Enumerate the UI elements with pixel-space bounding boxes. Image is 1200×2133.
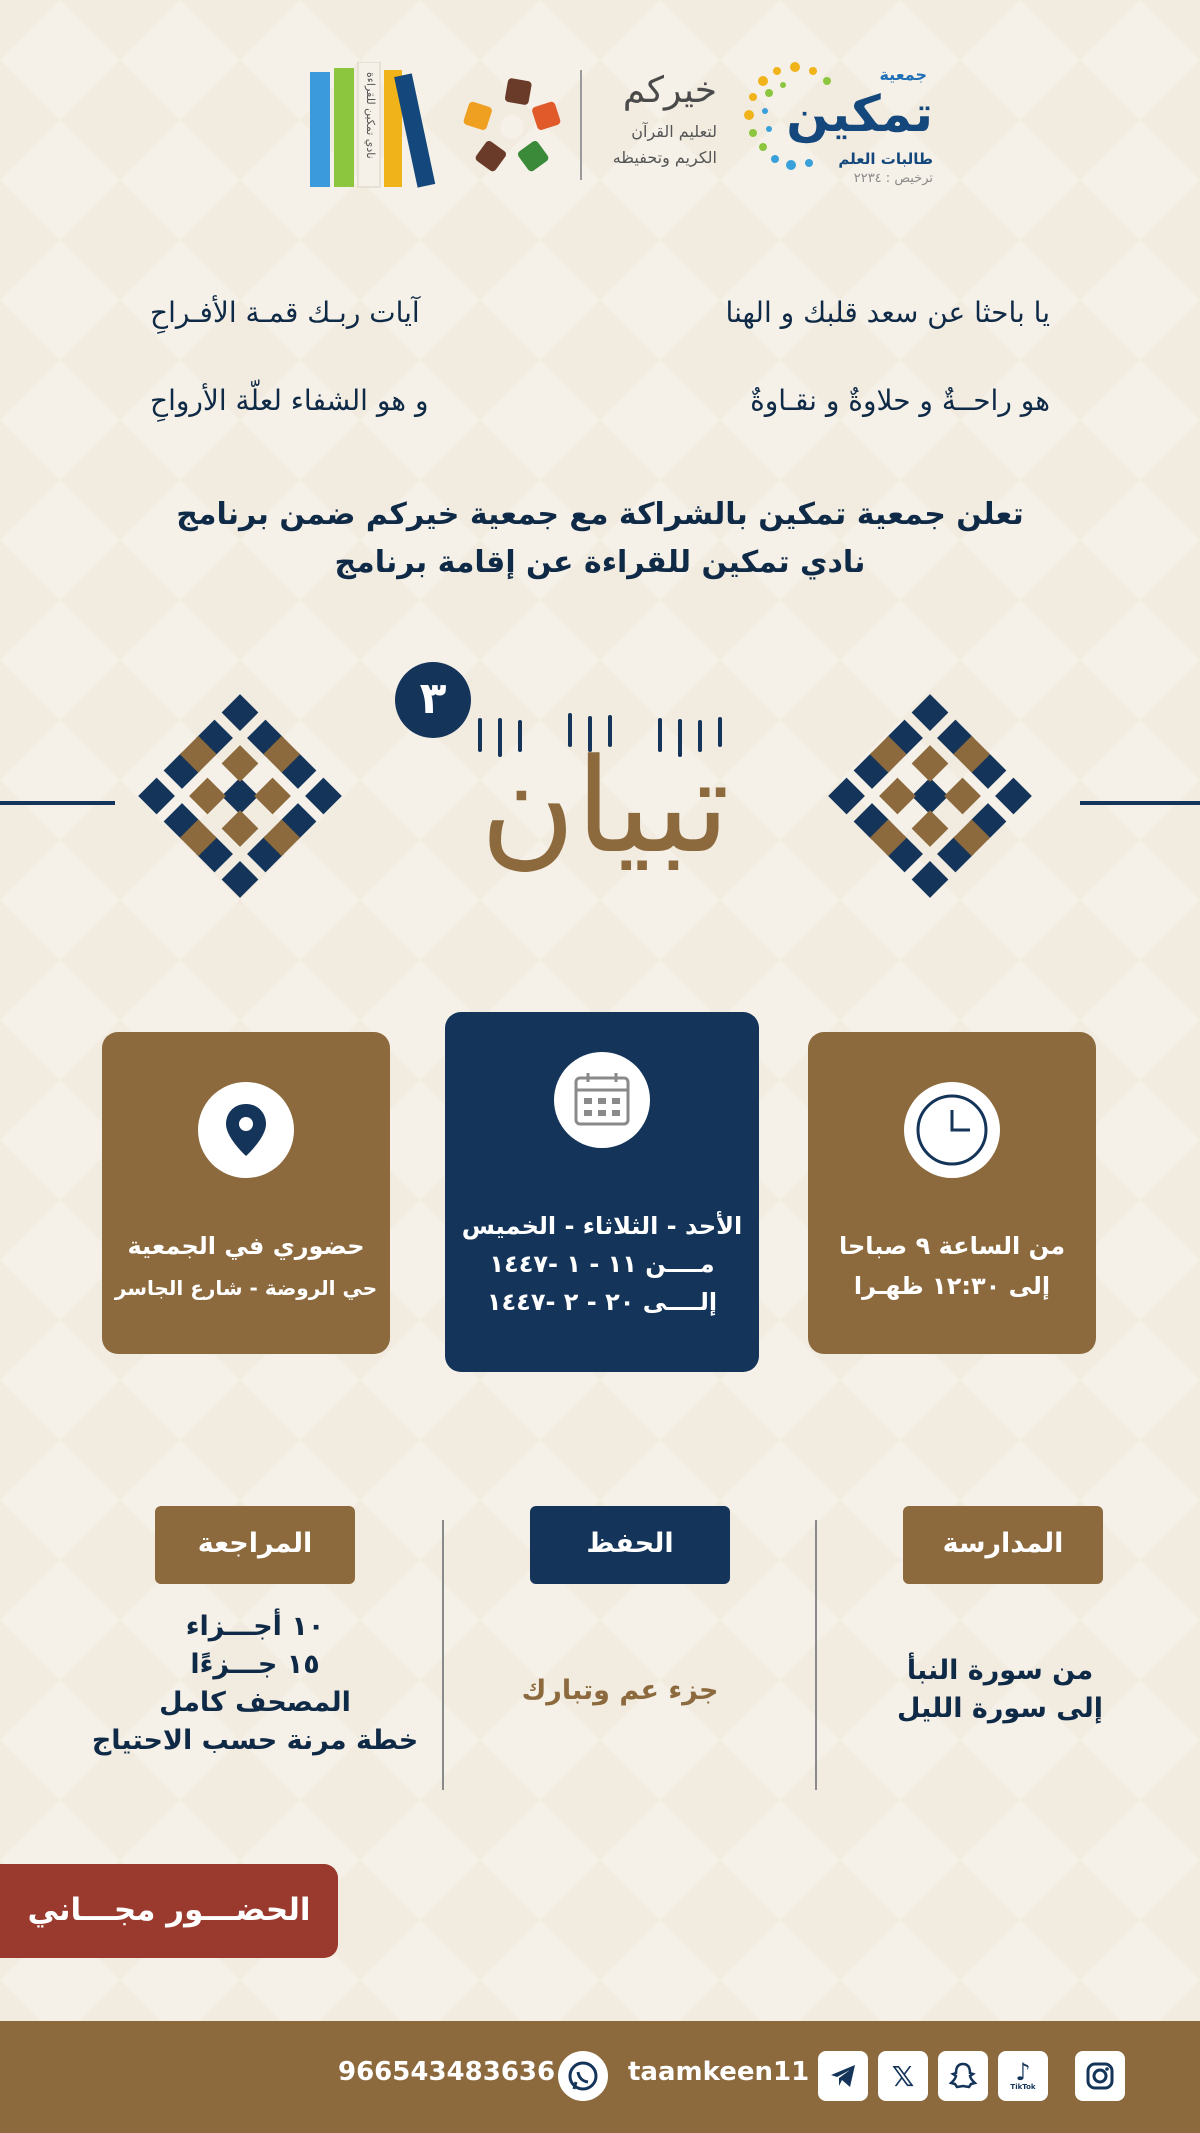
review-line-2: ١٥ جـــزءًا — [190, 1649, 320, 1680]
time-card — [808, 1032, 1096, 1354]
x-icon[interactable]: 𝕏 — [878, 2051, 928, 2101]
reading-club-label: نادي تمكين للقراءة — [364, 72, 377, 159]
memorize-label: الحفظ — [530, 1506, 730, 1584]
review-line-1: ١٠ أجـــزاء — [185, 1611, 325, 1642]
social-handle[interactable]: taamkeen11 — [628, 2057, 810, 2087]
tamkeen-logo — [735, 55, 945, 190]
announcement-line2: نادي تمكين للقراءة عن إقامة برنامج — [334, 545, 866, 580]
tamkeen-license: ترخيص : ٢٢٣٤ — [853, 171, 933, 186]
divider-left — [0, 801, 115, 805]
tiktok-caption: TikTok — [1010, 2083, 1036, 2091]
flower-logo-icon — [455, 72, 570, 182]
poem-right-1: يا باحثا عن سعد قلبك و الهنا — [725, 296, 1050, 329]
footer — [0, 2021, 1200, 2133]
days-line2: مــــن ١١ - ١ -١٤٤٧ — [489, 1250, 715, 1278]
days-card — [445, 1012, 759, 1372]
program-title — [420, 690, 790, 910]
poem-right-2: هو راحــةٌ و حلاوةٌ و نقـاوةٌ — [750, 384, 1050, 417]
review-line-3: المصحف كامل — [159, 1687, 351, 1718]
poem-left-2: و هو الشفاء لعلّة الأرواحِ — [150, 384, 429, 417]
ornament-left-icon — [130, 686, 350, 906]
books-icon — [310, 62, 455, 197]
khairukum-line2: الكريم وتحفيظه — [612, 148, 717, 167]
khairukum-logo — [580, 70, 722, 180]
instagram-icon[interactable] — [1075, 2051, 1125, 2101]
poem-left-1: آيات ربـك قمـة الأفـراحِ — [150, 296, 420, 329]
review-text — [70, 1608, 440, 1760]
separator-right — [815, 1520, 817, 1790]
program-name: تبيان — [480, 730, 730, 882]
study-line-1: من سورة النبأ — [906, 1655, 1094, 1686]
phone-number[interactable]: 966543483636 — [338, 2057, 556, 2087]
divider-right — [1080, 801, 1200, 805]
calendar-icon — [554, 1052, 650, 1148]
tamkeen-name: تمكين — [786, 85, 933, 143]
clock-icon — [904, 1082, 1000, 1178]
free-attendance-banner: الحضـــور مجـــاني — [0, 1864, 338, 1958]
khairukum-line1: لتعليم القرآن — [631, 122, 717, 141]
location-line2: حي الروضة - شارع الجاسر — [114, 1276, 378, 1300]
telegram-icon[interactable] — [818, 2051, 868, 2101]
memorize-text — [470, 1672, 770, 1710]
time-line1: من الساعة ٩ صباحا — [838, 1232, 1066, 1260]
whatsapp-icon[interactable] — [558, 2051, 608, 2101]
location-line1: حضوري في الجمعية — [127, 1232, 365, 1260]
reading-club-logo — [310, 62, 455, 197]
memorize-line-1: جزء عم وتبارك — [521, 1675, 719, 1706]
ornament-right-icon — [820, 686, 1040, 906]
review-line-4: خطة مرنة حسب الاحتياج — [91, 1725, 419, 1756]
tamkeen-association-label: جمعية — [879, 65, 927, 84]
khairukum-name: خيركم — [622, 70, 717, 111]
snapchat-icon[interactable] — [938, 2051, 988, 2101]
map-pin-icon — [198, 1082, 294, 1178]
study-label: المدارسة — [903, 1506, 1103, 1584]
review-label: المراجعة — [155, 1506, 355, 1584]
time-line2: إلى ١٢:٣٠ ظهـرا — [853, 1272, 1051, 1300]
location-card — [102, 1032, 390, 1354]
tamkeen-subtitle: طالبات العلم — [838, 150, 933, 168]
tiktok-icon[interactable]: ♪ TikTok — [998, 2051, 1048, 2101]
study-line-2: إلى سورة الليل — [896, 1693, 1103, 1724]
days-line1: الأحد - الثلاثاء - الخميس — [461, 1212, 743, 1240]
study-text — [860, 1652, 1140, 1728]
announcement-line1: تعلن جمعية تمكين بالشراكة مع جمعية خيركم ضمن برنامج — [176, 497, 1024, 532]
separator-left — [442, 1520, 444, 1790]
program-number-badge: ٣ — [395, 662, 471, 738]
days-line3: إلــــى ٢٠ - ٢ -١٤٤٧ — [486, 1288, 718, 1316]
